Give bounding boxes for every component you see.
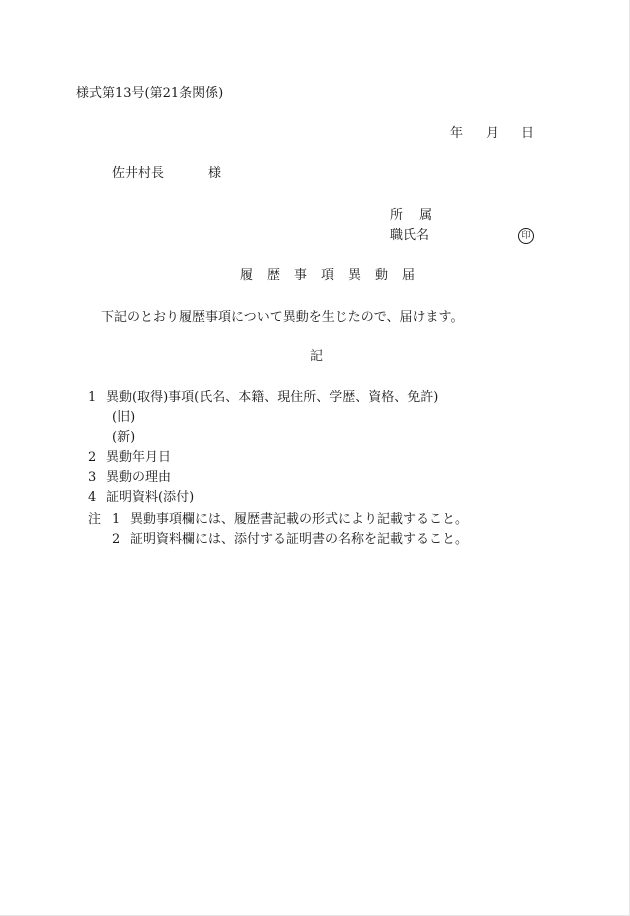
date-month-label: 月 [486, 126, 500, 141]
addressee-name: 佐井村長 [112, 166, 165, 181]
item-text: 異動の理由 [106, 470, 172, 485]
date-day-label: 日 [521, 126, 535, 141]
item-text: 異動年月日 [106, 450, 172, 465]
note-text: 証明資料欄には、添付する証明書の名称を記載すること。 [130, 532, 469, 547]
item-number: 3 [88, 470, 97, 485]
item-text: 証明資料(添付) [106, 490, 195, 505]
ki-heading: 記 [310, 349, 324, 364]
note-number: 1 [112, 512, 121, 527]
item-number: 4 [88, 490, 97, 505]
note-text: 異動事項欄には、履歴書記載の形式により記載すること。 [130, 512, 469, 527]
affiliation-label: 所 属 [390, 208, 439, 223]
form-number: 様式第13号(第21条関係) [76, 86, 224, 101]
seal-mark: 印 [518, 228, 534, 244]
note-number: 2 [112, 532, 121, 547]
item-text: 異動(取得)事項(氏名、本籍、現住所、学歴、資格、免許) [106, 390, 439, 405]
item-number: 1 [88, 390, 97, 405]
item-text: (新) [112, 430, 136, 445]
name-label: 職氏名 [390, 228, 430, 243]
addressee-honorific: 様 [208, 166, 222, 181]
notes-label: 注 [88, 512, 102, 527]
intro-text: 下記のとおり履歴事項について異動を生じたので、届けます。 [101, 310, 464, 325]
document-title: 履歴事項異動届 [240, 268, 430, 283]
item-text: (旧) [112, 410, 136, 425]
item-number: 2 [88, 450, 97, 465]
date-year-label: 年 [450, 126, 464, 141]
